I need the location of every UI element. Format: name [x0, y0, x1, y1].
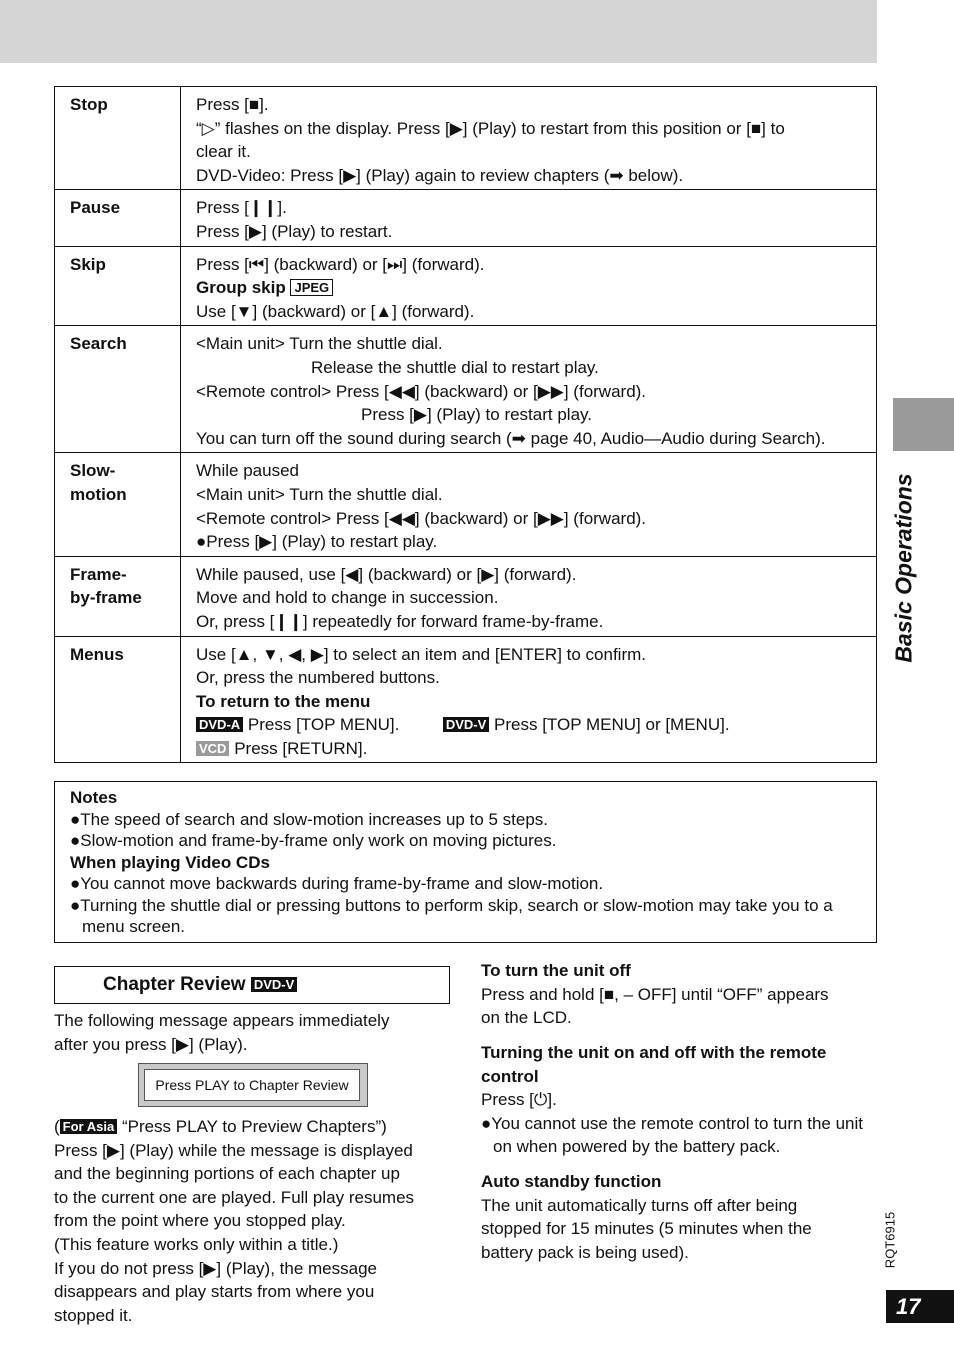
operation-description: While paused <Main unit> Turn the shuttle dial. <Remote control> Press [◀◀] (backward) or [▶▶] (forward). ●Press [▶] (Play) to restart play.	[181, 453, 877, 556]
section-tab	[893, 398, 954, 451]
for-asia-badge: For Asia	[60, 1119, 118, 1134]
note-item: ●You cannot move backwards during frame-by-frame and slow-motion.	[70, 874, 604, 893]
notes-box	[54, 781, 877, 943]
power-off-section: To turn the unit off Press and hold [■, – OFF] until “OFF” appears on the LCD.	[481, 959, 876, 1030]
section-title-vertical: Basic Operations	[890, 473, 917, 663]
chapter-review-heading-box	[54, 966, 450, 1004]
notes-title: Notes	[70, 788, 118, 807]
operation-name: Skip	[55, 246, 181, 326]
chapter-review-body: ( For Asia “Press PLAY to Preview Chapters”) Press [▶] (Play) while the message is displayed and the beginning portions of each chapter up to the current one are played. Full play resumes from the point where you stopped play. (This feature works only within a title.) If you do not press [▶] (Play), the message disappears and play starts from where you stopped it.	[54, 1117, 415, 1325]
header-band	[0, 0, 877, 63]
document-code: RQT6915	[882, 1211, 898, 1269]
operation-name: Search	[55, 326, 181, 453]
section-heading: Auto standby function	[481, 1172, 662, 1191]
table-row	[55, 326, 877, 453]
page-number: 17	[886, 1290, 954, 1323]
dvd-v-badge: DVD-V	[251, 977, 297, 992]
operation-description: While paused, use [◀] (backward) or [▶] (forward). Move and hold to change in succession. Or, press [❙❙] repeatedly for forward frame-by-frame.	[181, 556, 877, 636]
operations-table	[54, 86, 877, 763]
section-heading: Turning the unit on and off with the remote	[481, 1043, 827, 1062]
operation-name: Pause	[55, 190, 181, 246]
chapter-review-intro: The following message appears immediately after you press [▶] (Play).	[54, 1011, 390, 1054]
table-row	[55, 190, 877, 246]
section-heading: To turn the unit off	[481, 961, 631, 980]
table-row	[55, 246, 877, 326]
operation-description: <Main unit> Turn the shuttle dial. Release the shuttle dial to restart play. <Remote control> Press [◀◀] (backward) or [▶▶] (forward). Press [▶] (Play) to restart play. You can turn off the sound during search (➡ page 40, Audio—Audio during Search).	[181, 326, 877, 453]
notes-subtitle: When playing Video CDs	[70, 852, 270, 872]
note-item: ●The speed of search and slow-motion increases up to 5 steps.	[70, 809, 549, 829]
jpeg-badge: JPEG	[290, 279, 333, 296]
dvd-a-badge: DVD-A	[196, 717, 243, 732]
section-heading: control	[481, 1066, 539, 1086]
operation-description: Press [❙❙]. Press [▶] (Play) to restart.	[181, 190, 877, 246]
operation-description: Use [▲, ▼, ◀, ▶] to select an item and [ENTER] to confirm. Or, press the numbered buttons. To return to the menu DVD-A Press [TOP MENU]. DVD-V Press [TOP MENU] or [MENU]. VCD Press [RETURN].	[181, 636, 877, 763]
table-row	[55, 636, 877, 763]
operation-name: Frame- by-frame	[55, 556, 181, 636]
remote-power-section: Turning the unit on and off with the remote control Press [⏻]. ●You cannot use the remote control to turn the unit on when powered by the battery pack.	[481, 1041, 876, 1159]
operation-description: Press [⏮] (backward) or [⏭] (forward). Group skip JPEG Use [▼] (backward) or [▲] (forward).	[181, 246, 877, 326]
table-row	[55, 87, 877, 190]
table-row	[55, 453, 877, 556]
dvd-v-badge: DVD-V	[443, 717, 489, 732]
operation-name: Slow- motion	[55, 453, 181, 556]
operation-description: Press [■]. “▷” flashes on the display. Press [▶] (Play) to restart from this position or [■] to clear it. DVD-Video: Press [▶] (Play) again to review chapters (➡ below).	[181, 87, 877, 190]
operation-name: Stop	[55, 87, 181, 190]
operation-name: Menus	[55, 636, 181, 763]
note-item: ●Turning the shuttle dial or pressing buttons to perform skip, search or slow-motion may take you to a menu screen.	[70, 895, 833, 936]
onscreen-message: Press PLAY to Chapter Review	[138, 1063, 368, 1107]
note-item: ●Slow-motion and frame-by-frame only work on moving pictures.	[70, 831, 557, 850]
chapter-review-title: Chapter Review	[103, 974, 246, 995]
table-row	[55, 556, 877, 636]
auto-standby-section: Auto standby function The unit automatically turns off after being stopped for 15 minutes (5 minutes when the battery pack is being used).	[481, 1170, 876, 1264]
vcd-badge: VCD	[196, 741, 229, 756]
